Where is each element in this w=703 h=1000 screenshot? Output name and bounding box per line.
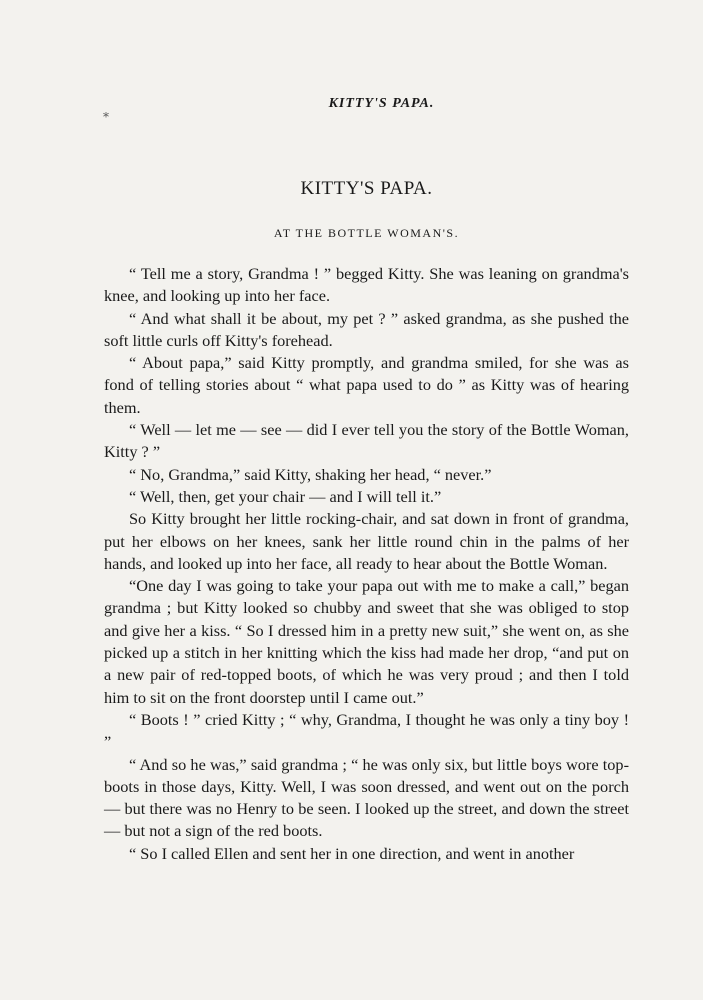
paragraph: “ About papa,” said Kitty promptly, and grandma smiled, for she was as fond of telling stories about “ what papa used to do ” as Kitty was of hearing them. — [104, 353, 629, 417]
section-title: AT THE BOTTLE WOMAN'S. — [273, 226, 460, 240]
paragraph: “ Boots ! ” cried Kitty ; “ why, Grandma, I thought he was only a tiny boy ! ” — [104, 709, 629, 752]
paragraph: “ Well — let me — see — did I ever tell you the story of the Bottle Woman, Kitty ? ” — [104, 420, 629, 462]
ink-mark: ⁎ — [103, 106, 109, 120]
paragraph: “ So I called Ellen and sent her in one direction, and went in another — [129, 843, 575, 863]
paragraph: “ Tell me a story, Grandma ! ” begged Kitty. She was leaning on grandma's knee, and looking up into her face. — [104, 264, 629, 306]
paragraph: “ No, Grandma,” said Kitty, shaking her head, “ never.” — [129, 464, 492, 484]
chapter-title: KITTY'S PAPA. — [300, 178, 433, 199]
paragraph: So Kitty brought her little rocking-chair, and sat down in front of grandma, put her elbows on her knees, sank her little round chin in the palms of her hands, and looked up into her face, all ready to hear about the Bottle Woman. — [104, 509, 629, 573]
paragraph: “ And so he was,” said grandma ; “ he was only six, but little boys wore top-boots in those days, Kitty. Well, I was soon dressed, and went out on the porch — but there was no Henry to be seen. I looked up the street, and down the street — but not a sign of the red boots. — [104, 754, 629, 841]
paragraph: “ And what shall it be about, my pet ? ” asked grandma, as she pushed the soft little curls off Kitty's forehead. — [104, 308, 629, 350]
running-head: KITTY'S PAPA. — [328, 96, 435, 111]
body-text — [104, 263, 629, 865]
paragraph: “One day I was going to take your papa out with me to make a call,” began grandma ; but Kitty looked so chubby and sweet that she was obliged to stop and give her a kiss. “ So I dressed him in a pretty new suit,” she went on, as she picked up a stitch in her knitting which the kiss had made her drop, “and put on a new pair of red-topped boots, of which he was very proud ; and then I told him to sit on the front doorstep until I came out.” — [104, 576, 629, 707]
paragraph: “ Well, then, get your chair — and I will tell it.” — [129, 486, 442, 506]
